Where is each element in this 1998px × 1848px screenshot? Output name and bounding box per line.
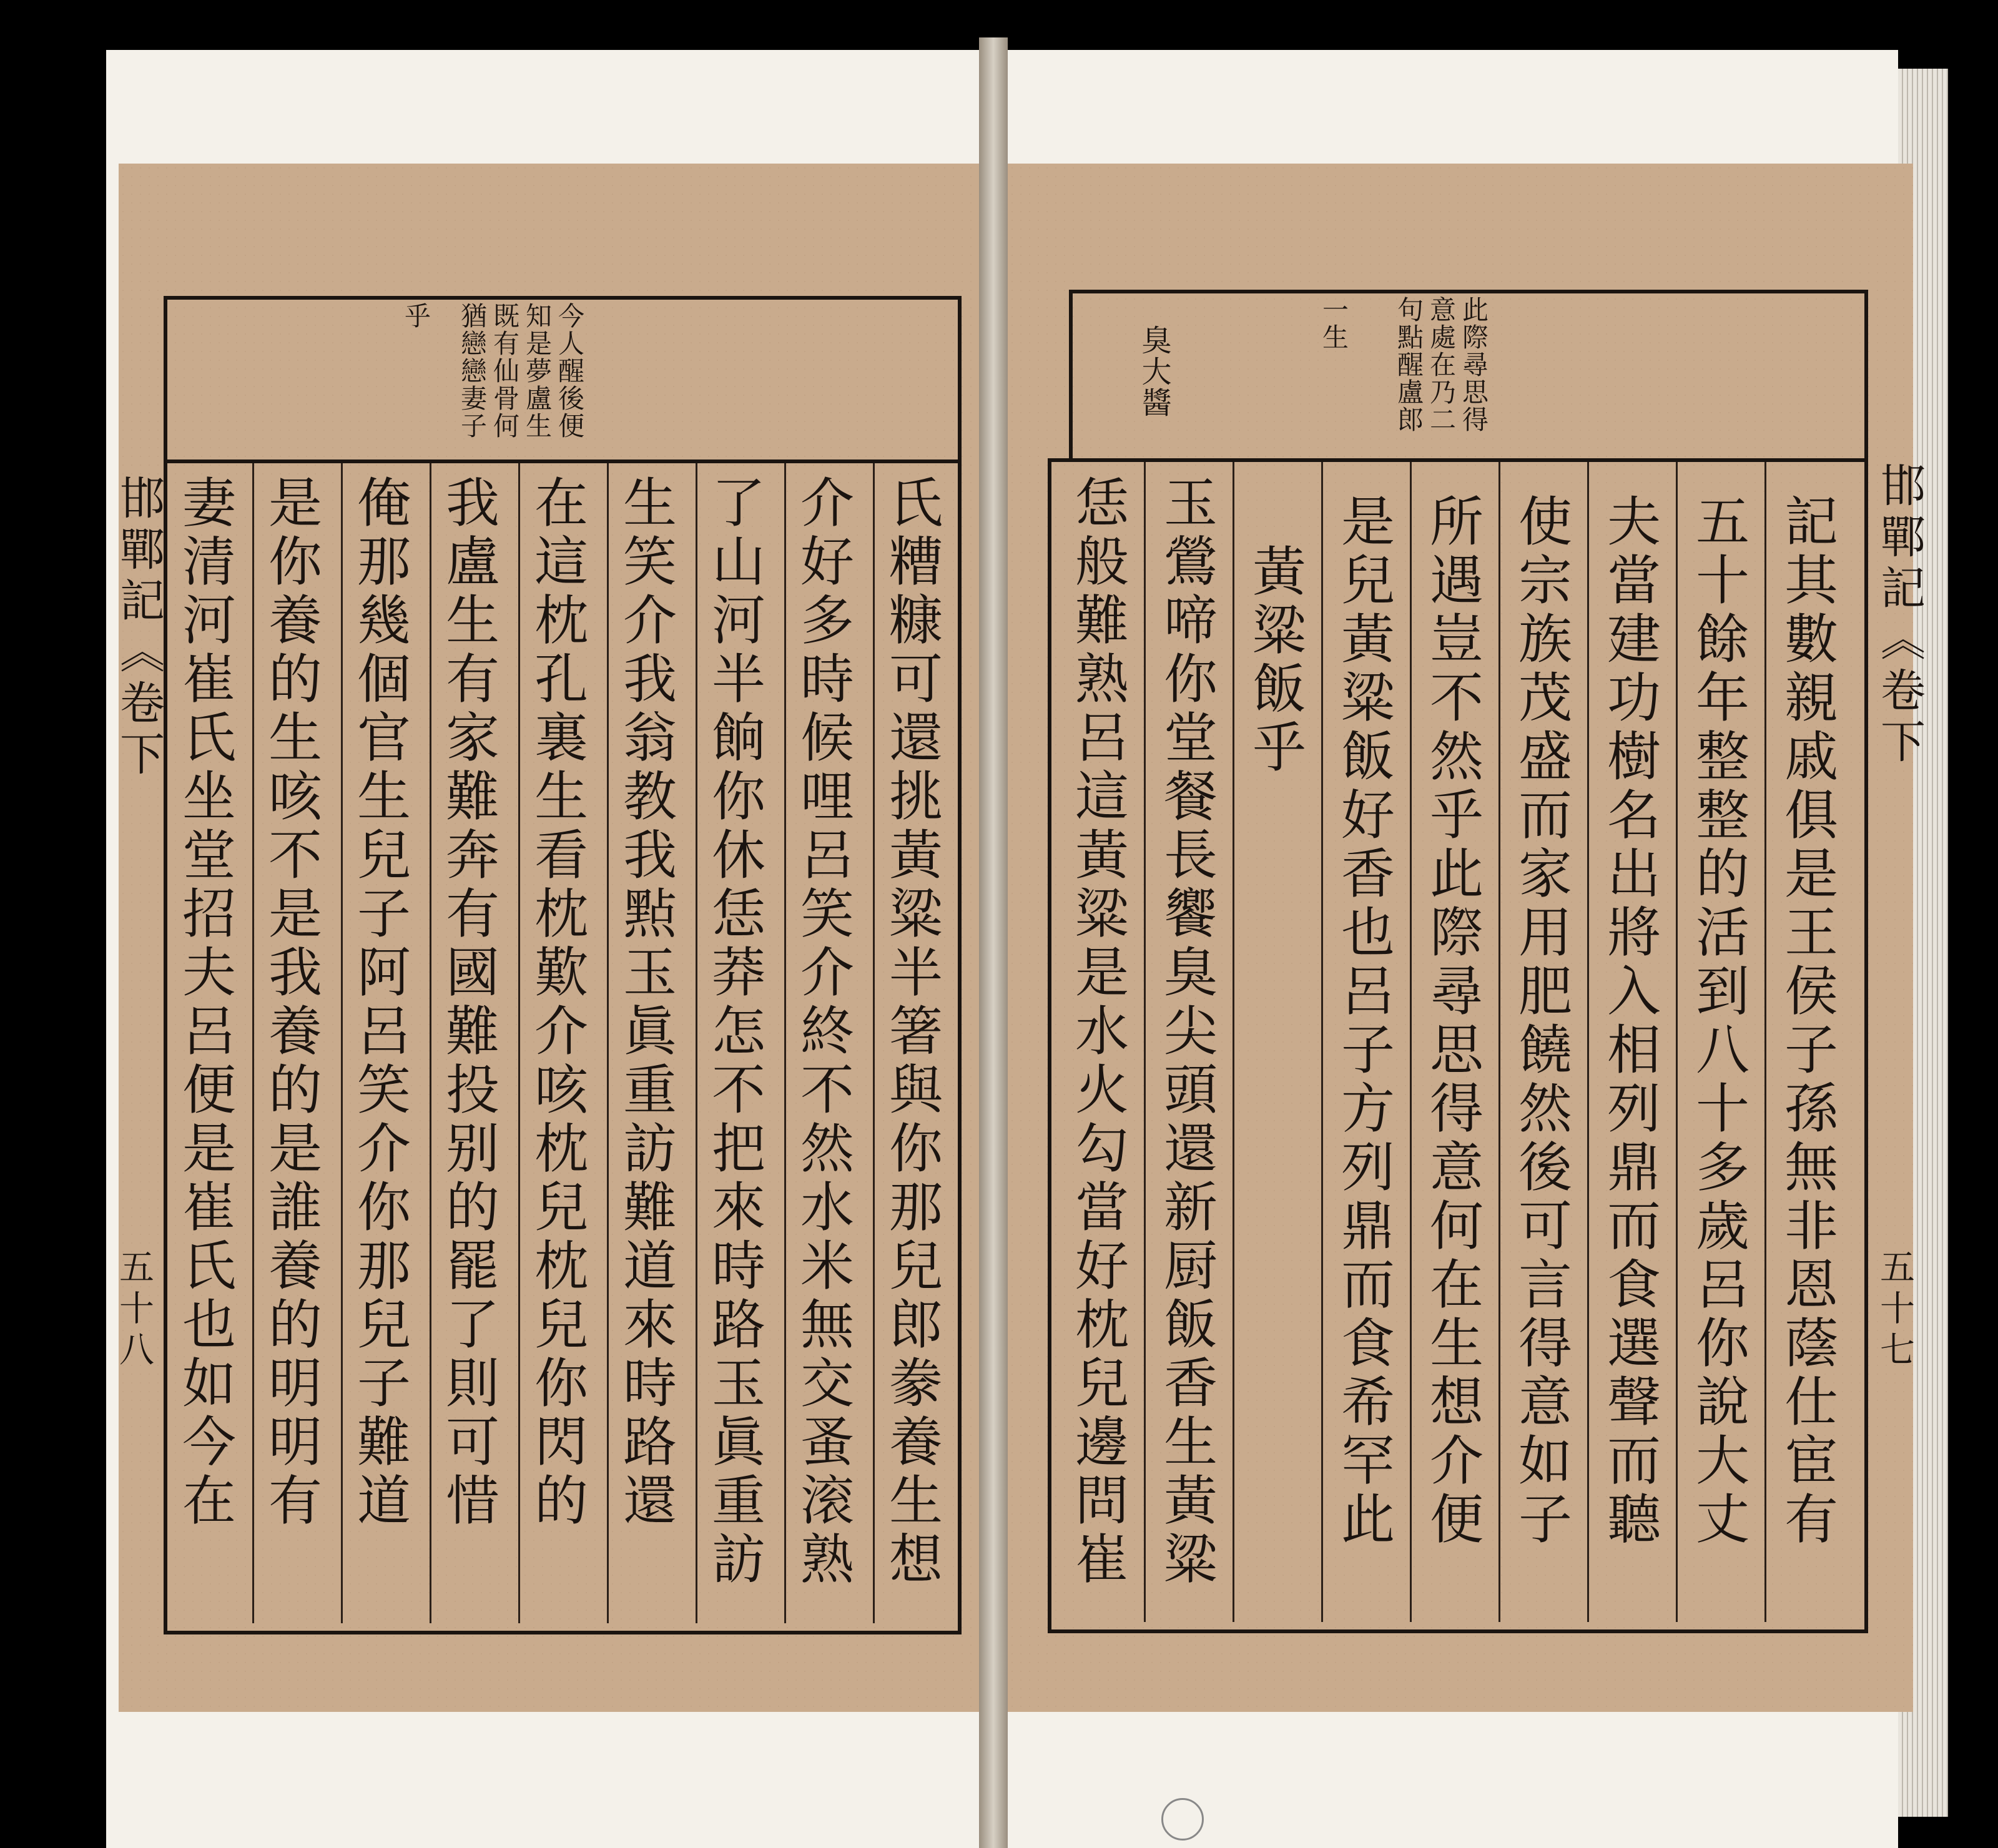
right-text-col-1: 記其數親戚俱是王侯子孫無非恩蔭仕宦有 bbox=[1775, 493, 1838, 1550]
left-text-col-8: 是你養的生咳不是我養的是誰養的明明有 bbox=[259, 474, 322, 1531]
left-header-note-col-4: 猶戀戀妻子 bbox=[457, 302, 488, 440]
left-header-note-col-5: 乎 bbox=[401, 302, 431, 330]
left-folio: 五十八 bbox=[114, 1249, 154, 1372]
right-rule bbox=[1764, 462, 1766, 1622]
left-text-col-2: 介好多時候哩呂笑介終不然水米無交蚤滚熟 bbox=[791, 474, 854, 1590]
left-header-note-col-1: 今人醒後便 bbox=[554, 302, 585, 440]
right-header-note-col-1: 此際尋思得 bbox=[1459, 296, 1489, 433]
right-header-note-col-3: 句點醒盧郎 bbox=[1394, 296, 1424, 433]
right-rule bbox=[1144, 462, 1146, 1622]
right-header-note-col-4: 一生 bbox=[1319, 296, 1349, 351]
left-rule bbox=[607, 463, 609, 1623]
library-seal-icon bbox=[1161, 1798, 1204, 1841]
right-rule bbox=[1410, 462, 1412, 1622]
left-rule bbox=[252, 463, 254, 1623]
right-rule bbox=[1498, 462, 1500, 1622]
left-rule bbox=[784, 463, 786, 1623]
left-header-note-col-2: 知是夢盧生 bbox=[522, 302, 553, 440]
left-rule bbox=[518, 463, 520, 1623]
right-header-note-col-2: 意處在乃二 bbox=[1426, 296, 1457, 433]
left-text-col-5: 在這枕孔裏生看枕歎介咳枕兒枕兒你閃的 bbox=[525, 474, 588, 1531]
left-text-col-6: 我盧生有家難奔有國難投别的罷了則可惜 bbox=[436, 474, 499, 1531]
right-text-col-9: 恁般難熟呂這黃粱是水火勾當好枕兒邊問崔 bbox=[1066, 474, 1128, 1590]
right-rule bbox=[1676, 462, 1678, 1622]
left-rule bbox=[341, 463, 343, 1623]
right-folio: 五十七 bbox=[1874, 1249, 1915, 1372]
left-text-col-7: 俺那幾個官生兒子阿呂笑介你那兒子難道 bbox=[348, 474, 410, 1531]
right-text-col-3: 夫當建功樹名出將入相列鼎而食選聲而聽 bbox=[1598, 493, 1660, 1550]
right-rule bbox=[1321, 462, 1323, 1622]
left-text-col-9: 妻清河崔氏坐堂招夫呂便是崔氏也如今在 bbox=[173, 474, 235, 1531]
left-text-col-1: 氏糟糠可還挑黃粱半箸與你那兒郎豢養生想 bbox=[880, 474, 942, 1590]
left-rule bbox=[873, 463, 875, 1623]
left-rule bbox=[696, 463, 697, 1623]
right-text-col-6: 是兒黃粱飯好香也呂子方列鼎而食希罕此 bbox=[1332, 493, 1394, 1550]
left-text-col-4: 生笑介我翁教我㸃玉眞重訪難道來時路還 bbox=[614, 474, 676, 1531]
right-rule bbox=[1233, 462, 1234, 1622]
left-text-col-3: 了山河半餉你休恁莽怎不把來時路玉眞重訪 bbox=[702, 474, 765, 1590]
right-text-col-4: 使宗族茂盛而家用肥饒然後可言得意如子 bbox=[1509, 493, 1572, 1550]
right-text-col-8: 玉鶯啼你堂餐長饗臭尖頭還新厨飯香生黃粱 bbox=[1154, 474, 1217, 1590]
right-text-col-5: 所遇豈不然乎此際尋思得意何在生想介便 bbox=[1420, 493, 1483, 1550]
left-header-note-col-3: 既有仙骨何 bbox=[490, 302, 520, 440]
left-rule bbox=[430, 463, 431, 1623]
right-margin-title: 邯鄲記《卷下 bbox=[1873, 462, 1926, 769]
right-text-col-2: 五十餘年整整的活到八十多歲呂你說大丈 bbox=[1686, 493, 1749, 1550]
right-header-note-extra: 臭大醬 bbox=[1136, 325, 1171, 418]
left-margin-title: 邯鄲記《卷下 bbox=[112, 474, 165, 782]
right-rule bbox=[1587, 462, 1589, 1622]
right-text-col-7: 黃粱飯乎 bbox=[1243, 543, 1306, 778]
book-spine-gutter bbox=[979, 37, 1008, 1848]
